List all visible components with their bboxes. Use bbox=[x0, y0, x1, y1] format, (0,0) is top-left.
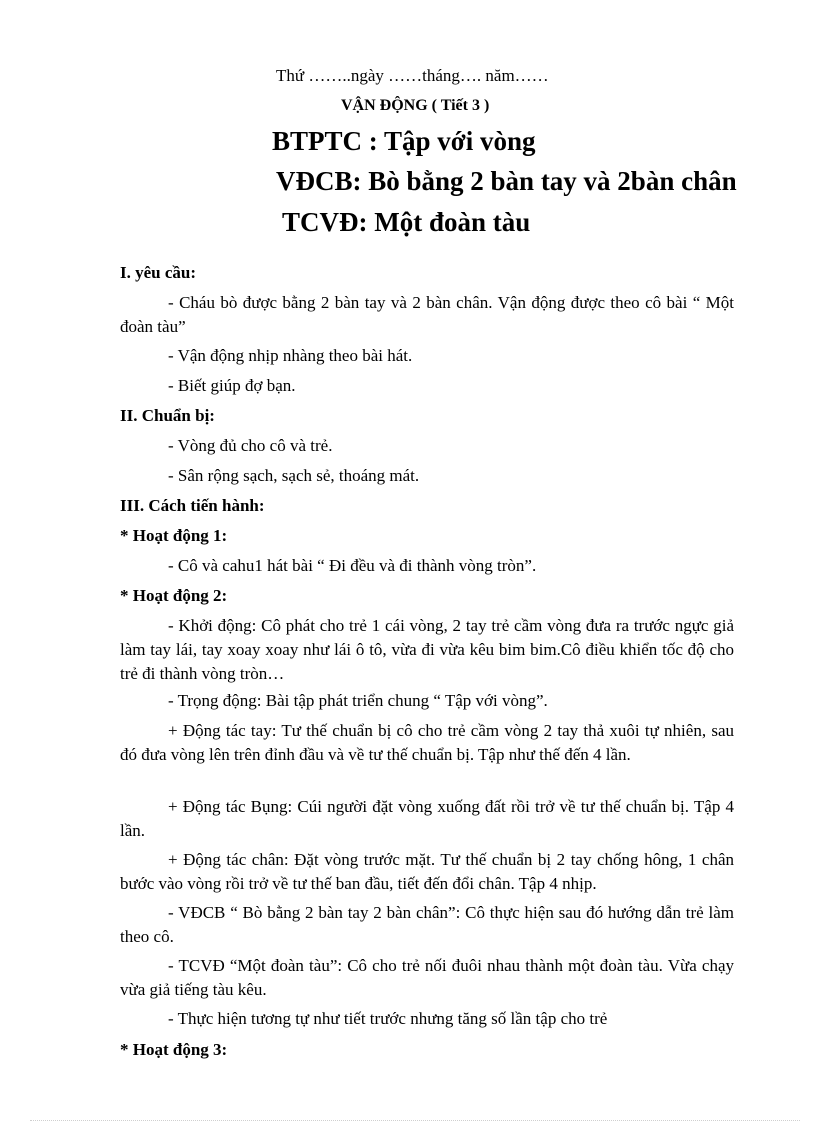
activity2-heading: * Hoạt động 2: bbox=[120, 586, 228, 605]
activity1-heading: * Hoạt động 1: bbox=[120, 526, 228, 545]
activity2-belly-exercise: + Động tác Bụng: Cúi người đặt vòng xuống đất rồi trở về tư thế chuẩn bị. Tập 4 lần. bbox=[120, 797, 734, 840]
activity3-heading: * Hoạt động 3: bbox=[120, 1040, 228, 1059]
date-line: Thứ ……..ngày ……tháng…. năm…… bbox=[276, 66, 549, 85]
section2-item-1: - Vòng đủ cho cô và trẻ. bbox=[168, 436, 333, 455]
section2-heading: II. Chuẩn bị: bbox=[120, 406, 215, 425]
tcvd-title: TCVĐ: Một đoàn tàu bbox=[282, 207, 531, 237]
section3-heading: III. Cách tiến hành: bbox=[120, 496, 265, 515]
activity2-vdcb: - VĐCB “ Bò bằng 2 bàn tay 2 bàn chân”: Cô thực hiện sau đó hướng dẫn trẻ làm theo cô. bbox=[120, 903, 734, 946]
section1-heading: I. yêu cầu: bbox=[120, 263, 197, 282]
activity2-warmup: - Khởi động: Cô phát cho trẻ 1 cái vòng, 2 tay trẻ cầm vòng đưa ra trước ngực giả làm tay lái, tay xoay xoay như lái ô tô, vừa đi vừa kêu bim bim.Cô điều khiển tốc độ cho trẻ đi thành vòng tròn… bbox=[120, 616, 734, 683]
activity2-leg-exercise: + Động tác chân: Đặt vòng trước mặt. Tư thế chuẩn bị 2 tay chống hông, 1 chân bước vào vòng rồi trở về tư thế ban đầu, tiết đến đổi chân. Tập 4 nhịp. bbox=[120, 850, 734, 893]
vdcb-title: VĐCB: Bò bằng 2 bàn tay và 2bàn chân bbox=[276, 166, 737, 196]
activity2-main-exercise: - Trọng động: Bài tập phát triển chung “ Tập với vòng”. bbox=[168, 691, 548, 710]
section1-item-3: - Biết giúp đợ bạn. bbox=[168, 376, 296, 395]
activity2-repeat: - Thực hiện tương tự như tiết trước nhưng tăng số lần tập cho trẻ bbox=[168, 1009, 608, 1028]
section1-item-1: - Cháu bò được bằng 2 bàn tay và 2 bàn chân. Vận động được theo cô bài “ Một đoàn tàu” bbox=[120, 293, 734, 336]
activity2-arm-exercise: + Động tác tay: Tư thế chuẩn bị cô cho trẻ cầm vòng 2 tay thả xuôi tự nhiên, sau đó đưa vòng lên trên đỉnh đầu và về tư thế chuẩn bị. Tập như thế đến 4 lần. bbox=[120, 721, 734, 764]
page-bottom-rule bbox=[30, 1120, 800, 1121]
section2-item-2: - Sân rộng sạch, sạch sẻ, thoáng mát. bbox=[168, 466, 420, 485]
btptc-title: BTPTC : Tập với vòng bbox=[272, 126, 536, 156]
section1-item-2: - Vận động nhịp nhàng theo bài hát. bbox=[168, 346, 413, 365]
subject-title: VẬN ĐỘNG ( Tiết 3 ) bbox=[341, 97, 490, 114]
activity2-tcvd: - TCVĐ “Một đoàn tàu”: Cô cho trẻ nối đuôi nhau thành một đoàn tàu. Vừa chạy vừa giả tiếng tàu kêu. bbox=[120, 956, 734, 999]
activity1-text: - Cô và cahu1 hát bài “ Đi đều và đi thành vòng tròn”. bbox=[168, 556, 537, 575]
